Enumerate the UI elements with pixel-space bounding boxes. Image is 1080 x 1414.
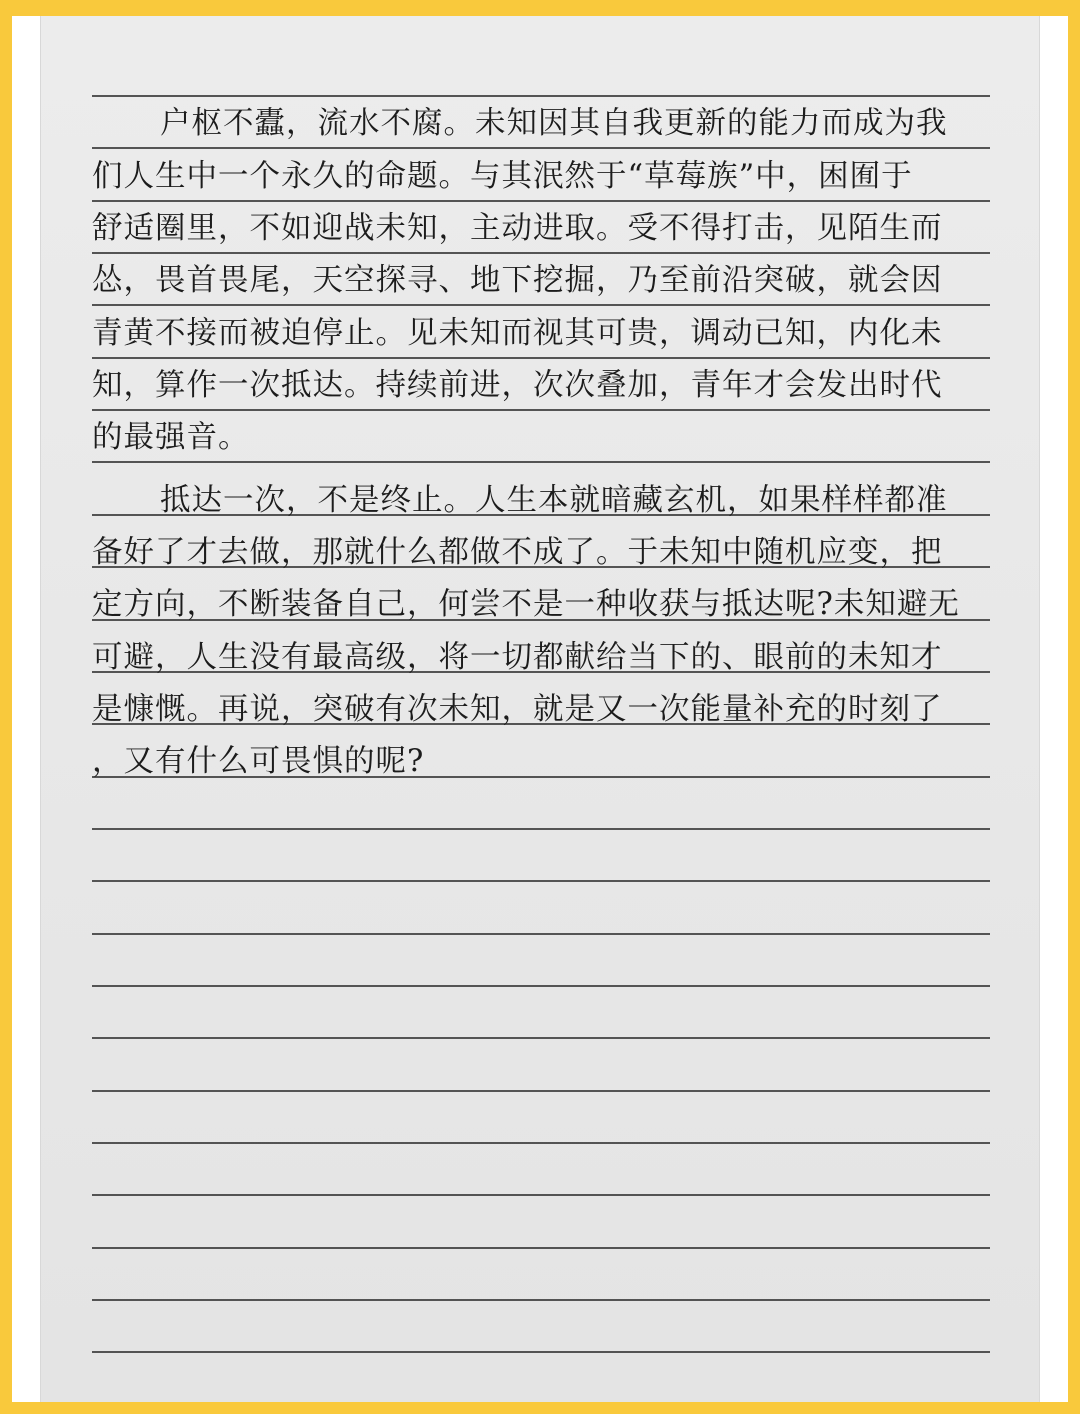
- text-line: 抵达一次，不是终止。人生本就暗藏玄机，如果样样都准: [160, 483, 948, 518]
- text-line: 知，算作一次抵达。持续前进，次次叠加，青年才会发出时代: [92, 368, 943, 403]
- ruled-line: [92, 1247, 990, 1249]
- ruled-line: [92, 357, 990, 359]
- text-line: 青黄不接而被迫停止。见未知而视其可贵，调动已知，内化未: [92, 316, 943, 351]
- ruled-line: [92, 1090, 990, 1092]
- text-line: 的最强音。: [92, 420, 250, 455]
- text-line: 户枢不蠹，流水不腐。未知因其自我更新的能力而成为我: [160, 106, 948, 141]
- ruled-line: [92, 95, 990, 97]
- ruled-line: [92, 880, 990, 882]
- ruled-line: [92, 409, 990, 411]
- ruled-line: [92, 304, 990, 306]
- ruled-line: [92, 985, 990, 987]
- ruled-line: [92, 1351, 990, 1353]
- text-line: 舒适圈里，不如迎战未知，主动进取。受不得打击，见陌生而: [92, 211, 943, 246]
- ruled-line: [92, 933, 990, 935]
- text-line: 怂，畏首畏尾，天空探寻、地下挖掘，乃至前沿突破，就会因: [92, 263, 943, 298]
- text-line: 们人生中一个永久的命题。与其泯然于“草莓族”中，困囿于: [92, 159, 913, 194]
- ruled-line: [92, 828, 990, 830]
- ruled-line: [92, 1142, 990, 1144]
- text-line: ，又有什么可畏惧的呢?: [92, 744, 425, 779]
- text-line: 备好了才去做，那就什么都做不成了。于未知中随机应变，把: [92, 535, 943, 570]
- text-line: 是慷慨。再说，突破有次未知，就是又一次能量补充的时刻了: [92, 692, 943, 727]
- ruled-line: [92, 461, 990, 463]
- text-line: 定方向，不断装备自己，何尝不是一种收获与抵达呢?未知避无: [92, 587, 960, 622]
- ruled-line: [92, 200, 990, 202]
- ruled-line: [92, 147, 990, 149]
- ruled-line: [92, 1037, 990, 1039]
- text-line: 可避，人生没有最高级，将一切都献给当下的、眼前的未知才: [92, 640, 943, 675]
- ruled-line: [92, 1194, 990, 1196]
- ruled-line: [92, 252, 990, 254]
- ruled-line: [92, 1299, 990, 1301]
